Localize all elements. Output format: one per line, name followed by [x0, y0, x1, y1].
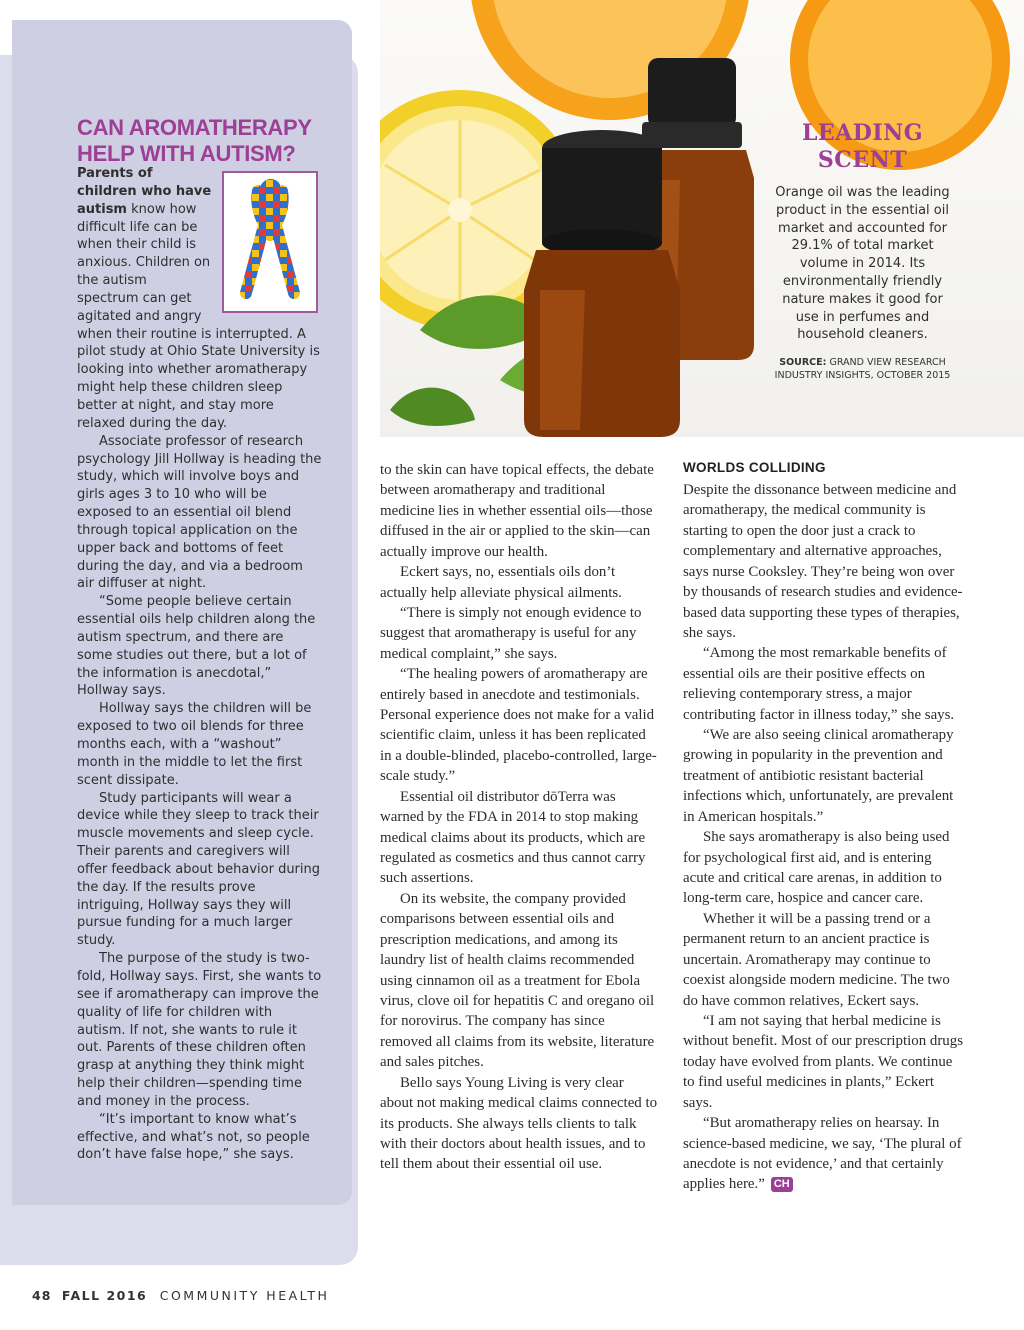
article-paragraph: On its website, the company provided comparisons between essential oils and prescription medications, and among its laundry list of health claims recommended using cinnamon oil as a treatment for Ebola virus, clove oil for hepatitis C and oregano oil for norovirus. The company has since removed all claims from its website, literature and sales pitches.	[380, 890, 655, 1071]
puzzle-ribbon-icon	[224, 173, 316, 311]
article-paragraph: Despite the dissonance between medicine and aromatherapy, the medical community is starting to open the door just a crack to complementary and alternative approaches, says nurse Cooksley. They’re being won over by thousands of research studies and evidence-based data supporting these types of therapies, she says.	[683, 482, 963, 641]
sidebar-paragraph: Associate professor of research psychology Jill Hollway is heading the study, which will involve boys and girls ages 3 to 10 who will be exposed to an essential oil blend through topical application on the upper back and bottoms of feet during the day, and via a bedroom air diffuser at night.	[77, 433, 322, 592]
sidebar-paragraph: “It’s important to know what’s effective, and what’s not, so people don’t have false hope,” she says.	[77, 1111, 310, 1163]
article-paragraph: to the skin can have topical effects, the debate between aromatherapy and traditional medicine lies in whether essential oils—those diffused in the air or applied to the skin—can actually improve our health.	[380, 462, 654, 560]
sidebar-paragraph: “Some people believe certain essential oils help children along the autism spectrum, and there are some studies out there, but a lot of the information is anecdotal,” Hollway says.	[77, 594, 316, 699]
article-column-2	[683, 460, 963, 1195]
sidebar-paragraph: Hollway says the children will be exposed to two oil blends for three months each, with a “washout” month in the middle to let the first scent dissipate.	[77, 701, 312, 788]
sidebar-paragraph: Study participants will wear a device while they sleep to track their muscle movements and sleep cycle. Their parents and caregivers will offer feedback about behavior during the day. If the results prove intriguing, Hollway says they will pursue funding for a much larger study.	[77, 790, 321, 949]
article-paragraph: She says aromatherapy is also being used for psychological first aid, and is entering acute and critical care arenas, in addition to long-term care, hospice and cancer care.	[683, 829, 950, 907]
article-paragraph: Whether it will be a passing trend or a permanent return to an ancient practice is uncertain. Aromatherapy may continue to coexist alongside modern medicine. The two do have common relatives, Eckert says.	[683, 910, 950, 1009]
sidebar-body	[77, 165, 322, 1164]
scent-source	[770, 356, 955, 382]
article-paragraph: “There is simply not enough evidence to suggest that aromatherapy is useful for any medical complaint,” she says.	[380, 604, 642, 662]
scent-body: Orange oil was the leading product in the essential oil market and accounted for 29.1% of total market volume in 2014. Its environmentally friendly nature makes it good for use in perfumes and household cleaners.	[775, 185, 950, 343]
end-mark-badge: CH	[771, 1177, 793, 1192]
article-column-1	[380, 460, 660, 1175]
article-paragraph: “I am not saying that herbal medicine is without benefit. Most of our prescription drugs today have evolved from plants. We continue to find useful medicines in plants,” Eckert says.	[683, 1012, 963, 1111]
article-paragraph: “We are also seeing clinical aromatherapy growing in popularity in the prevention and treatment of antibiotic resistant bacterial infections which, unfortunately, are prevalent in American hospitals.”	[683, 727, 954, 825]
issue-season: FALL 2016	[61, 1288, 148, 1303]
magazine-name: COMMUNITY HEALTH	[159, 1288, 330, 1303]
source-label: SOURCE:	[779, 357, 827, 369]
source-text: GRAND VIEW RESEARCH INDUSTRY INSIGHTS, OCTOBER 2015	[774, 357, 951, 382]
scent-title: LEADING SCENT	[801, 120, 924, 173]
autism-ribbon-image	[222, 171, 318, 313]
sidebar-lead: Parents of children who have autism	[77, 166, 212, 217]
article-paragraph	[683, 1113, 963, 1195]
article-paragraph: “The healing powers of aromatherapy are entirely based in anecdote and testimonials. Personal experience does not make for a valid scientific claim, unless it has been replicated in a double-blinded, placebo-controlled, large-scale study.”	[380, 666, 657, 785]
leading-scent-callout	[770, 120, 955, 382]
section-subhead: WORLDS COLLIDING	[683, 460, 826, 475]
sidebar-paragraph: The purpose of the study is two-fold, Hollway says. First, she wants to see if aromatherapy can improve the quality of life for children with autism. If not, she wants to rule it out. Parents of these children often grasp at anything they think might help their children—spending time and money in the process.	[77, 951, 322, 1109]
article-paragraph: Eckert says, no, essentials oils don’t actually help alleviate physical ailments.	[380, 564, 622, 601]
article-paragraph: “Among the most remarkable benefits of essential oils are their positive effects on relieving contemporary stress, a major contributing factor in illness today,” she says.	[683, 645, 955, 723]
closing-quote: “But aromatherapy relies on hearsay. In science-based medicine, we say, ‘The plural of anecdote is not evidence,’ and that certainly applies here.”	[683, 1115, 962, 1193]
page-footer	[32, 1288, 329, 1303]
sidebar-p1-rest: know how difficult life can be when their child is anxious. Children on the autism spectrum can get agitated and angry when their routine is interrupted. A pilot study at Ohio State University is looking into whether aromatherapy might help these children sleep better at night, and stay more relaxed during the day.	[77, 201, 320, 431]
page-number: 48	[32, 1288, 52, 1303]
article-paragraph: Essential oil distributor dōTerra was warned by the FDA in 2014 to stop making medical claims about its products, which are regulated as cosmetics and thus cannot carry such assertions.	[380, 788, 646, 887]
article-paragraph: Bello says Young Living is very clear about not making medical claims connected to its products. She always tells clients to talk with their doctors about health issues, and to tell them about their essential oil use.	[380, 1074, 658, 1173]
sidebar-title: CAN AROMATHERAPY HELP WITH AUTISM?	[77, 115, 312, 166]
